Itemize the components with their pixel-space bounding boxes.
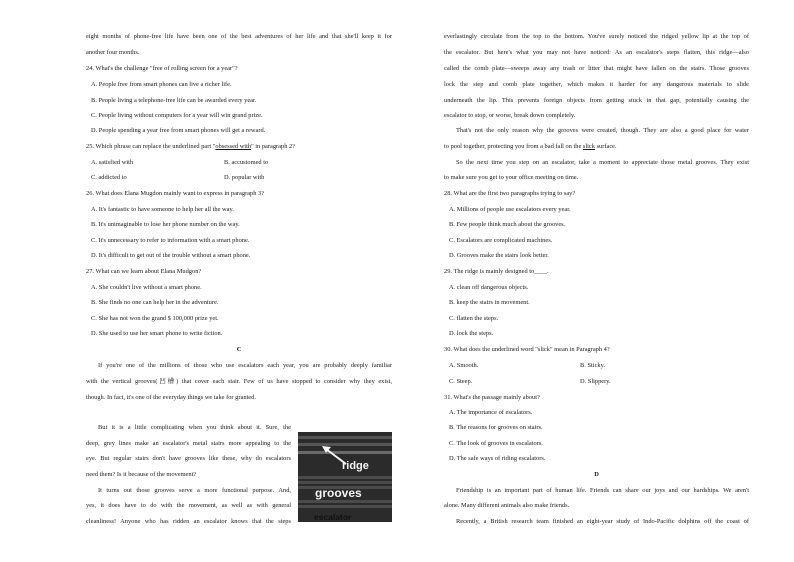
passage-c-line: yes, it does have to do with the movement, as well as with general bbox=[86, 502, 291, 509]
figure-caption: escalator bbox=[314, 512, 352, 522]
option-24a: A. People free from smart phones can live a richer life. bbox=[91, 81, 232, 88]
option-30a: A. Smooth. bbox=[449, 362, 479, 369]
option-28a: A. Millions of people use escalators every year. bbox=[449, 206, 571, 213]
option-31c: C. The look of grooves in escalators. bbox=[449, 440, 543, 447]
passage-d-line: Recently, a British research team finished an eight-year study of Indo-Pacific dolphins off the coast of bbox=[456, 518, 749, 525]
option-31d: D. The safe ways of riding escalators. bbox=[449, 455, 546, 462]
option-30c: C. Steep. bbox=[449, 378, 473, 385]
passage-c-line: to pool together, protecting you from a bad fall on the slick surface. bbox=[444, 143, 617, 150]
passage-c-line: So the next time you step on an escalator, take a moment to appreciate those metal grooves. They exist bbox=[456, 159, 749, 166]
section-heading-c: C bbox=[236, 346, 242, 353]
passage-d-line: Friendship is an important part of human life. Friends can share our joys and our hardships. We aren't bbox=[456, 487, 749, 494]
option-28c: C. Escalators are complicated machines. bbox=[449, 237, 553, 244]
passage-c-line: underneath the lip. This prevents foreign objects from getting stuck in that gap, potentially causing the bbox=[444, 97, 749, 104]
passage-c-line: escalator to stop, or worse, break down completely. bbox=[444, 112, 576, 119]
passage-c-line: called the comb plate—sweeps away any trash or litter that might have fallen on the stairs. Those grooves bbox=[444, 65, 749, 72]
option-29c: C. flatten the steps. bbox=[449, 315, 499, 322]
question-28: 28. What are the first two paragraphs trying to say? bbox=[444, 190, 576, 197]
option-27a: A. She couldn't live without a smart phone. bbox=[91, 284, 202, 291]
passage-d-line: alone. Many different animals also make friends. bbox=[444, 502, 570, 509]
passage-c-line: need them? Is it because of the movement? bbox=[86, 471, 197, 478]
question-27: 27. What can we learn about Elana Mudgon? bbox=[86, 268, 202, 275]
passage-c-line: It turns out those grooves serve a more functional purpose. And, bbox=[98, 487, 291, 494]
passage-b-tail-line: another four months. bbox=[86, 49, 140, 56]
passage-c-line: deep, grey lines make an escalator's metal stairs more appealing to the bbox=[86, 440, 291, 447]
option-27c: C. She has not won the grand $ 100,000 prize yet. bbox=[91, 315, 219, 322]
option-24c: C. People living without computers for a year will win grand prize. bbox=[91, 112, 263, 119]
question-26: 26. What does Elana Mugdon mainly want to express in paragraph 3? bbox=[86, 190, 265, 197]
underlined-phrase: obsessed with bbox=[215, 143, 252, 150]
question-30: 30. What does the underlined word "slick" mean in Paragraph 4? bbox=[444, 346, 610, 353]
passage-c-line: lock the step and comb plate together, which makes it harder for any dangerous materials to slide bbox=[444, 81, 749, 88]
option-27b: B. She finds no one can help her in the adventure. bbox=[91, 299, 219, 306]
option-29d: D. lock the steps. bbox=[449, 330, 494, 337]
question-24: 24. What's the challenge "free of rolling screen for a year"? bbox=[86, 65, 238, 72]
passage-c-line: though. In fact, it's one of the everyday things we take for granted. bbox=[86, 394, 256, 401]
option-25d: D. popular with bbox=[224, 174, 265, 181]
passage-c-line: cleanliness! Anyone who has ridden an escalator knows that the steps bbox=[86, 518, 291, 525]
option-27d: D. She used to use her smart phone to write fiction. bbox=[91, 330, 223, 337]
passage-c-line: everlastingly circulate from the top to the bottom. You've surely noticed the ridged yellow lip at the top of bbox=[444, 33, 749, 40]
passage-c-line: with the vertical grooves(凹槽) that cover each stair. Few of us have stopped to consider why they exist, bbox=[86, 378, 392, 385]
passage-c-line: But it is a little complicating when you think about it. Sure, the bbox=[98, 424, 291, 431]
option-31a: A. The importance of escalators. bbox=[449, 409, 533, 416]
option-24b: B. People living a telephone-free life can be awarded every year. bbox=[91, 97, 257, 104]
option-29a: A. clean off dangerous objects. bbox=[449, 284, 529, 291]
option-26b: B. It's unimaginable to lose her phone number on the way. bbox=[91, 221, 240, 228]
option-24d: D. People spending a year free from smart phones will get a reward. bbox=[91, 127, 266, 134]
option-26c: C. It's unnecessary to refer to information with a smart phone. bbox=[91, 237, 250, 244]
option-25a: A. satisfied with bbox=[91, 159, 134, 166]
question-31: 31. What's the passage mainly about? bbox=[444, 394, 540, 401]
option-30b: B. Sticky. bbox=[580, 362, 605, 369]
option-26d: D. It's difficult to get out of the trouble without a smart phone. bbox=[91, 252, 251, 259]
passage-c-line: eye. But regular stairs don't have grooves like these, why do escalators bbox=[86, 455, 291, 462]
passage-c-line: the escalator. But here's what you may not have noticed: As an escalator's steps flatten, this ridge—also bbox=[444, 49, 749, 56]
option-30d: D. Slippery. bbox=[580, 378, 611, 385]
section-heading-d: D bbox=[594, 471, 599, 478]
underlined-word: slick bbox=[582, 143, 595, 150]
option-31b: B. The reasons for grooves on stairs. bbox=[449, 424, 543, 431]
passage-c-line: That's not the only reason why the grooves were created, though. They are also a good place for water bbox=[456, 127, 749, 134]
option-28b: B. Few people think much about the grooves. bbox=[449, 221, 566, 228]
passage-c-line: If you're one of the millions of those who use escalators each year, you are probably deeply familiar bbox=[98, 362, 392, 369]
passage-b-tail-line: eight months of phone-free life have been one of the best adventures of her life and that she'll keep it for bbox=[86, 33, 392, 40]
passage-c-line: to make sure you get to your office meeting on time. bbox=[444, 174, 579, 181]
ridge-label: ridge bbox=[342, 460, 369, 472]
question-29: 29. The ridge is mainly designed to____. bbox=[444, 268, 549, 275]
question-25: 25. Which phrase can replace the underlined part "obsessed with" in paragraph 2? bbox=[86, 143, 296, 150]
grooves-label: grooves bbox=[315, 486, 362, 500]
option-25b: B. accustomed to bbox=[224, 159, 269, 166]
option-26a: A. It's fantastic to have someone to help her all the way. bbox=[91, 206, 234, 213]
option-28d: D. Grooves make the stairs look better. bbox=[449, 252, 549, 259]
option-29b: B. keep the stairs in movement. bbox=[449, 299, 530, 306]
escalator-photo bbox=[298, 432, 392, 522]
option-25c: C. addicted to bbox=[91, 174, 127, 181]
